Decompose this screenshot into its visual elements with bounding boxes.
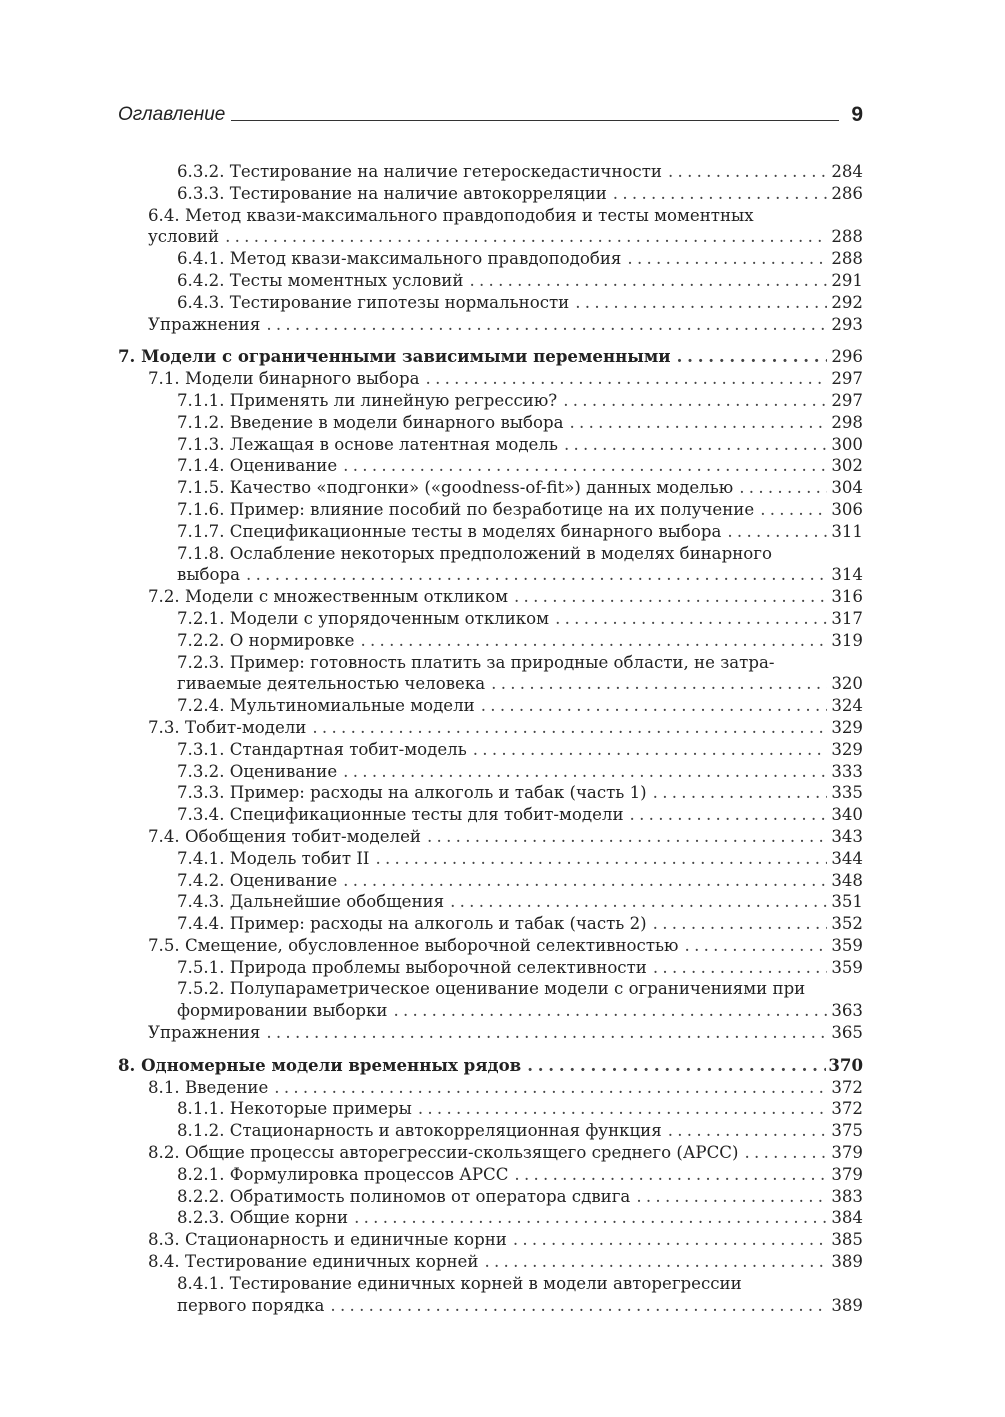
toc-entry-line[interactable]: 7.2.3. Пример: готовность платить за природные области, не затра- — [177, 652, 775, 672]
toc-entry[interactable]: 7.1.6. Пример: влияние пособий по безработице на их получение . . . 306 — [118, 499, 863, 521]
toc-chapter-7[interactable]: 7. Модели с ограниченными зависимыми переменными . . . 296 — [118, 346, 863, 368]
toc-entry[interactable]: 7.3. Тобит-модели . . . 329 — [118, 717, 863, 739]
toc-entry[interactable]: 7.1.1. Применять ли линейную регрессию? . . . 297 — [118, 390, 863, 412]
toc-entry[interactable]: условий . . . 288 — [118, 226, 863, 248]
toc-entry[interactable]: 6.4.3. Тестирование гипотезы нормальности . . . 292 — [118, 292, 863, 314]
toc-entry-line[interactable]: 8.4.1. Тестирование единичных корней в модели авторегрессии — [177, 1273, 742, 1293]
toc-entry[interactable]: 7.1.7. Спецификационные тесты в моделях бинарного выбора . . . 311 — [118, 521, 863, 543]
toc-entry[interactable]: 8.3. Стационарность и единичные корни . . . 385 — [118, 1229, 863, 1251]
toc-entry[interactable]: 7.3.3. Пример: расходы на алкоголь и табак (часть 1) . . . 335 — [118, 782, 863, 804]
toc-entry[interactable]: 8.1.1. Некоторые примеры . . . 372 — [118, 1098, 863, 1120]
toc-entry[interactable]: 8.1. Введение . . . 372 — [118, 1077, 863, 1099]
toc-entry[interactable]: 7.4.1. Модель тобит II . . . 344 — [118, 848, 863, 870]
toc-entry-line[interactable]: 7.1.8. Ослабление некоторых предположений в моделях бинарного — [177, 543, 772, 563]
toc-entry[interactable]: 8.4. Тестирование единичных корней . . . 389 — [118, 1251, 863, 1273]
toc-entry[interactable]: 7.4.4. Пример: расходы на алкоголь и табак (часть 2) . . . 352 — [118, 913, 863, 935]
toc-entry[interactable]: 7.1.3. Лежащая в основе латентная модель . . . 300 — [118, 434, 863, 456]
toc-entry[interactable]: формировании выборки . . . 363 — [118, 1000, 863, 1022]
toc-entry[interactable]: 7.3.1. Стандартная тобит-модель . . . 329 — [118, 739, 863, 761]
toc-entry[interactable]: первого порядка . . . 389 — [118, 1295, 863, 1317]
toc-entry[interactable]: 6.3.3. Тестирование на наличие автокорреляции . . . 286 — [118, 183, 863, 205]
toc-entry[interactable]: 7.3.2. Оценивание . . . 333 — [118, 761, 863, 783]
toc-entry[interactable]: 8.2.1. Формулировка процессов АРСС . . . 379 — [118, 1164, 863, 1186]
toc-entry[interactable]: 7.2. Модели с множественным откликом . . . 316 — [118, 586, 863, 608]
toc-entry[interactable]: 7.2.1. Модели с упорядоченным откликом . . . 317 — [118, 608, 863, 630]
toc-entry[interactable]: 6.3.2. Тестирование на наличие гетероскедастичности . . . 284 — [118, 161, 863, 183]
toc-entry[interactable]: Упражнения . . . 365 — [118, 1022, 863, 1044]
toc-entry[interactable]: выбора . . . 314 — [118, 564, 863, 586]
toc-entry[interactable]: 7.4. Обобщения тобит-моделей . . . 343 — [118, 826, 863, 848]
toc-entry[interactable]: 7.3.4. Спецификационные тесты для тобит-модели . . . 340 — [118, 804, 863, 826]
toc-entry[interactable]: 7.5. Смещение, обусловленное выборочной селективностью . . . 359 — [118, 935, 863, 957]
toc-entry[interactable]: гиваемые деятельностью человека . . . 320 — [118, 673, 863, 695]
toc-entry-line[interactable]: 6.4. Метод квази-максимального правдоподобия и тесты моментных — [148, 205, 754, 225]
table-of-contents — [118, 161, 863, 1316]
running-head-title: Оглавление — [118, 104, 226, 125]
toc-entry[interactable]: 6.4.1. Метод квази-максимального правдоподобия . . . 288 — [118, 248, 863, 270]
running-head-rule — [231, 120, 839, 121]
toc-entry[interactable]: 6.4.2. Тесты моментных условий . . . 291 — [118, 270, 863, 292]
toc-entry[interactable]: 7.1. Модели бинарного выбора . . . 297 — [118, 368, 863, 390]
toc-entry[interactable]: 7.1.5. Качество «подгонки» («goodness-of-fit») данных моделью . . . 304 — [118, 477, 863, 499]
toc-entry[interactable]: 7.4.3. Дальнейшие обобщения . . . 351 — [118, 891, 863, 913]
toc-entry[interactable]: 7.5.1. Природа проблемы выборочной селективности . . . 359 — [118, 957, 863, 979]
toc-entry[interactable]: 8.2.2. Обратимость полиномов от оператора сдвига . . . 383 — [118, 1186, 863, 1208]
page-number: 9 — [851, 103, 863, 126]
toc-entry[interactable]: 7.2.4. Мультиномиальные модели . . . 324 — [118, 695, 863, 717]
toc-entry[interactable]: 8.1.2. Стационарность и автокорреляционная функция . . . 375 — [118, 1120, 863, 1142]
toc-entry[interactable]: 8.2. Общие процессы авторегрессии-скользящего среднего (АРСС) . . . 379 — [118, 1142, 863, 1164]
toc-chapter-8[interactable]: 8. Одномерные модели временных рядов . . . 370 — [118, 1055, 863, 1077]
toc-entry[interactable]: Упражнения . . . 293 — [118, 314, 863, 336]
toc-entry[interactable]: 7.1.2. Введение в модели бинарного выбора . . . 298 — [118, 412, 863, 434]
toc-entry[interactable]: 7.1.4. Оценивание . . . 302 — [118, 455, 863, 477]
toc-entry[interactable]: 7.4.2. Оценивание . . . 348 — [118, 870, 863, 892]
toc-entry[interactable]: 8.2.3. Общие корни . . . 384 — [118, 1207, 863, 1229]
running-head — [118, 92, 863, 126]
toc-entry[interactable]: 7.2.2. О нормировке . . . 319 — [118, 630, 863, 652]
toc-entry-line[interactable]: 7.5.2. Полупараметрическое оценивание модели с ограничениями при — [177, 979, 806, 999]
